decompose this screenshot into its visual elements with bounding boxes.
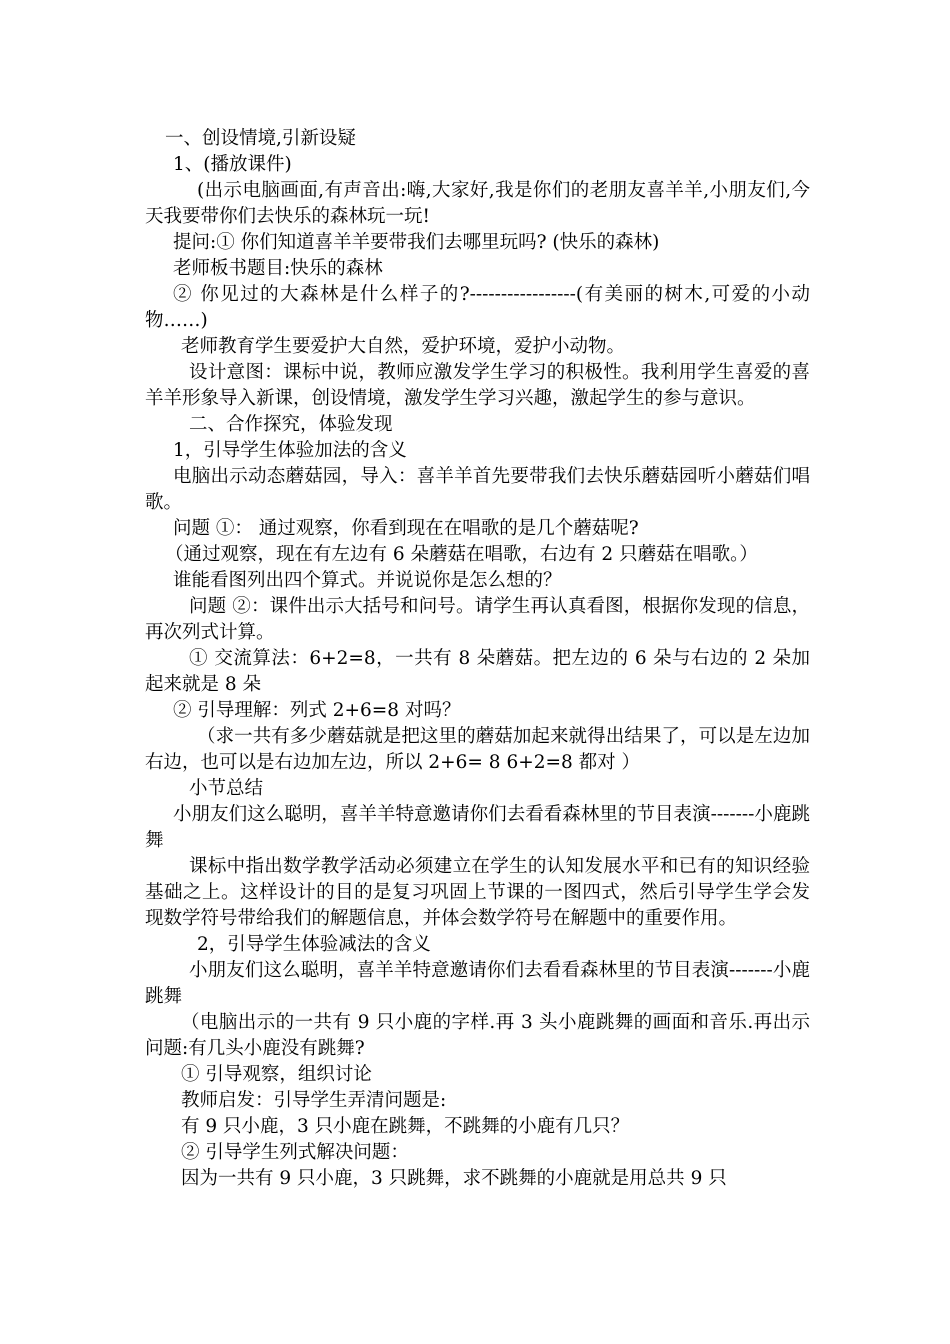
paragraph: （通过观察，现在有左边有 6 朵蘑菇在唱歌，右边有 2 只蘑菇在唱歌。） [165, 544, 758, 565]
paragraph: 老师教育学生要爱护大自然，爱护环境，爱护小动物。 [181, 336, 626, 357]
paragraph: 有 9 只小鹿，3 只小鹿在跳舞，不跳舞的小鹿有几只？ [181, 1116, 630, 1137]
question-2: 问题 ②：课件出示大括号和问号。请学生再认真看图，根据你发现的信息，再次列式计算。 [145, 596, 810, 643]
section-heading-1: 一、创设情境,引新设疑 [165, 128, 356, 149]
paragraph: ② 你见过的大森林是什么样子的?-----------------(有美丽的树木,可爱的小动物……) [145, 284, 810, 331]
paragraph: (出示电脑画面,有声音出:嗨,大家好,我是你们的老朋友喜羊羊,小朋友们,今天我要带你们去快乐的森林玩一玩! [145, 180, 810, 227]
paragraph: 教师启发：引导学生弄清问题是: [181, 1090, 447, 1111]
document-body [145, 126, 810, 1192]
paragraph: 小朋友们这么聪明，喜羊羊特意邀请你们去看看森林里的节目表演-------小鹿跳舞 [145, 960, 810, 1007]
section-heading-2: 二、合作探究，体验发现 [189, 414, 393, 435]
paragraph: 因为一共有 9 只小鹿，3 只跳舞，求不跳舞的小鹿就是用总共 9 只 [181, 1168, 727, 1189]
subheading-1-1: 1、(播放课件) [173, 154, 292, 175]
paragraph: ① 引导观察，组织讨论 [181, 1064, 372, 1085]
paragraph: （求一共有多少蘑菇就是把这里的蘑菇加起来就得出结果了，可以是左边加右边，也可以是右边加左边，所以 2+6= 8 6+2=8 都对 ） [145, 726, 810, 773]
paragraph: ② 引导学生列式解决问题： [181, 1142, 409, 1163]
design-intent-paragraph: 设计意图：课标中说，教师应激发学生学习的积极性。我利用学生喜爱的喜羊羊形象导入新课，创设情境，激发学生学习兴趣，激起学生的参与意识。 [145, 362, 810, 409]
paragraph: 电脑出示动态蘑菇园，导入：喜羊羊首先要带我们去快乐蘑菇园听小蘑菇们唱歌。 [145, 466, 810, 513]
summary-heading: 小节总结 [189, 778, 264, 799]
paragraph: 小朋友们这么聪明，喜羊羊特意邀请你们去看看森林里的节目表演-------小鹿跳舞 [145, 804, 810, 851]
subheading-2-1: 1，引导学生体验加法的含义 [173, 440, 407, 461]
paragraph: ② 引导理解：列式 2+6=8 对吗？ [173, 700, 461, 721]
paragraph: 提问:① 你们知道喜羊羊要带我们去哪里玩吗? (快乐的森林) [173, 232, 660, 253]
paragraph: 老师板书题目:快乐的森林 [173, 258, 383, 279]
subheading-2-2: 2，引导学生体验减法的含义 [197, 934, 431, 955]
question-1: 问题 ①： 通过观察，你看到现在在唱歌的是几个蘑菇呢? [173, 518, 639, 539]
paragraph: 课标中指出数学教学活动必须建立在学生的认知发展水平和已有的知识经验基础之上。这样设计的目的是复习巩固上节课的一图四式，然后引导学生学会发现数学符号带给我们的解题信息，并体会数学符号在解题中的重要作用。 [145, 856, 810, 929]
paragraph: ① 交流算法：6+2=8，一共有 8 朵蘑菇。把左边的 6 朵与右边的 2 朵加起来就是 8 朵 [145, 648, 810, 695]
paragraph: 谁能看图列出四个算式。并说说你是怎么想的？ [173, 570, 562, 591]
paragraph: （电脑出示的一共有 9 只小鹿的字样.再 3 头小鹿跳舞的画面和音乐.再出示问题:有几头小鹿没有跳舞? [145, 1012, 810, 1059]
